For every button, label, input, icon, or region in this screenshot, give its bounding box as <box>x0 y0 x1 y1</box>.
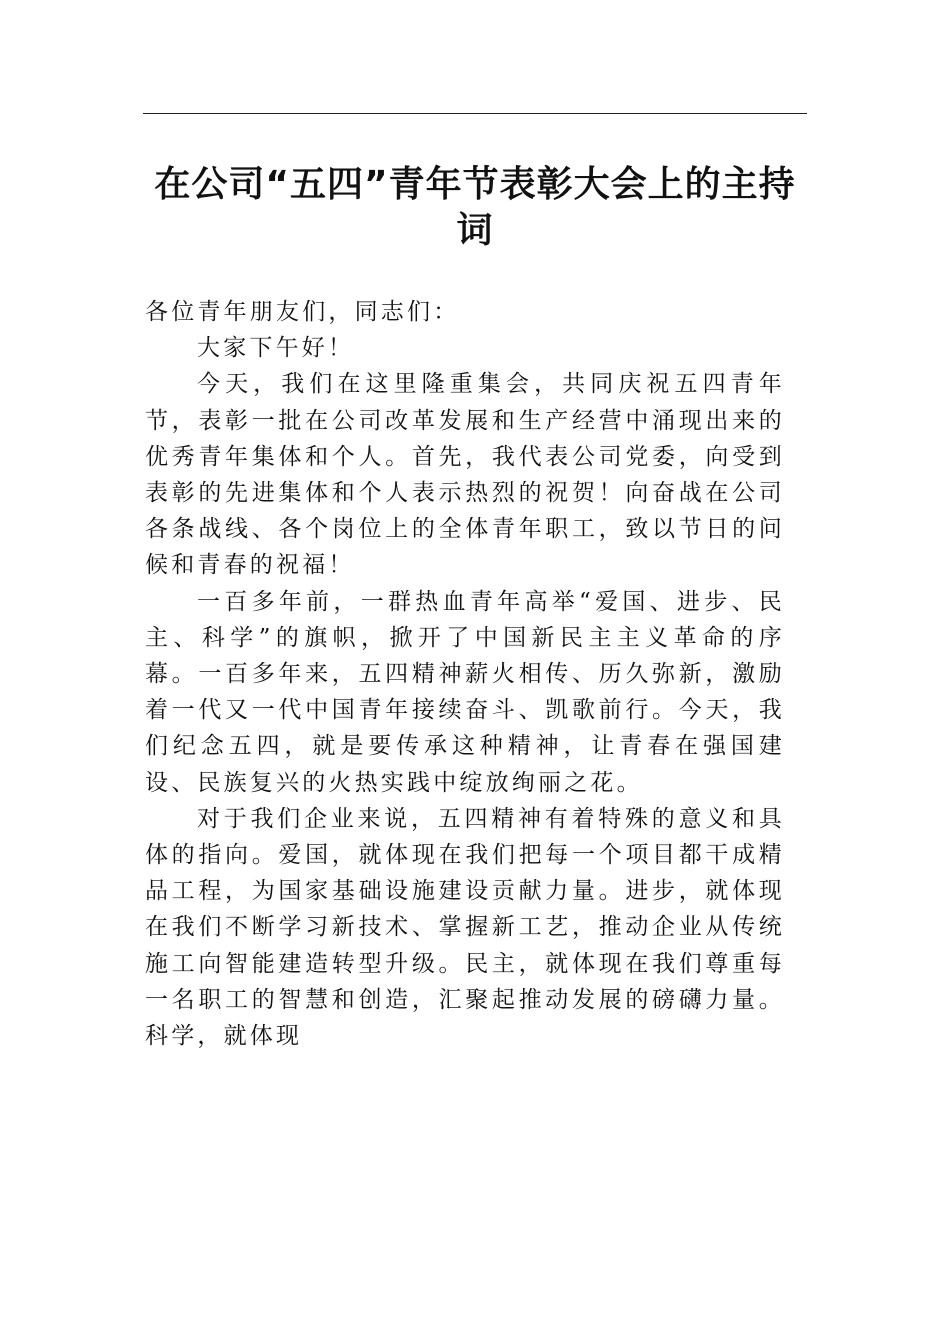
paragraph-greeting: 大家下午好！ <box>197 335 355 362</box>
document-title: 在公司“五四”青年节表彰大会上的主持词 <box>154 164 796 251</box>
document-body <box>145 294 785 1054</box>
paragraph-opening: 今天，我们在这里隆重集会，共同庆祝五四青年节，表彰一批在公司改革发展和生产经营中涌现出来的优秀青年集体和个人。首先，我代表公司党委，向受到表彰的先进集体和个人表示热烈的祝贺！向奋战在公司各条战线、各个岗位上的全体青年职工，致以节日的问候和青春的祝福！ <box>145 371 785 579</box>
salutation: 各位青年朋友们，同志们： <box>145 299 460 325</box>
paragraph-meaning: 对于我们企业来说，五四精神有着特殊的意义和具体的指向。爱国，就体现在我们把每一个项目都干成精品工程，为国家基础设施建设贡献力量。进步，就体现在我们不断学习新技术、掌握新工艺，推动企业从传统施工向智能建造转型升级。民主，就体现在我们尊重每一名职工的智慧和创造，汇聚起推动发展的磅礴力量。科学，就体现 <box>145 805 785 1050</box>
header-rule <box>143 113 807 114</box>
paragraph-history: 一百多年前，一群热血青年高举“爱国、进步、民主、科学”的旗帜，掀开了中国新民主主义革命的序幕。一百多年来，五四精神薪火相传、历久弥新，激励着一代又一代中国青年接续奋斗、凯歌前行。今天，我们纪念五四，就是要传承这种精神，让青春在强国建设、民族复兴的火热实践中绽放绚丽之花。 <box>145 588 785 796</box>
